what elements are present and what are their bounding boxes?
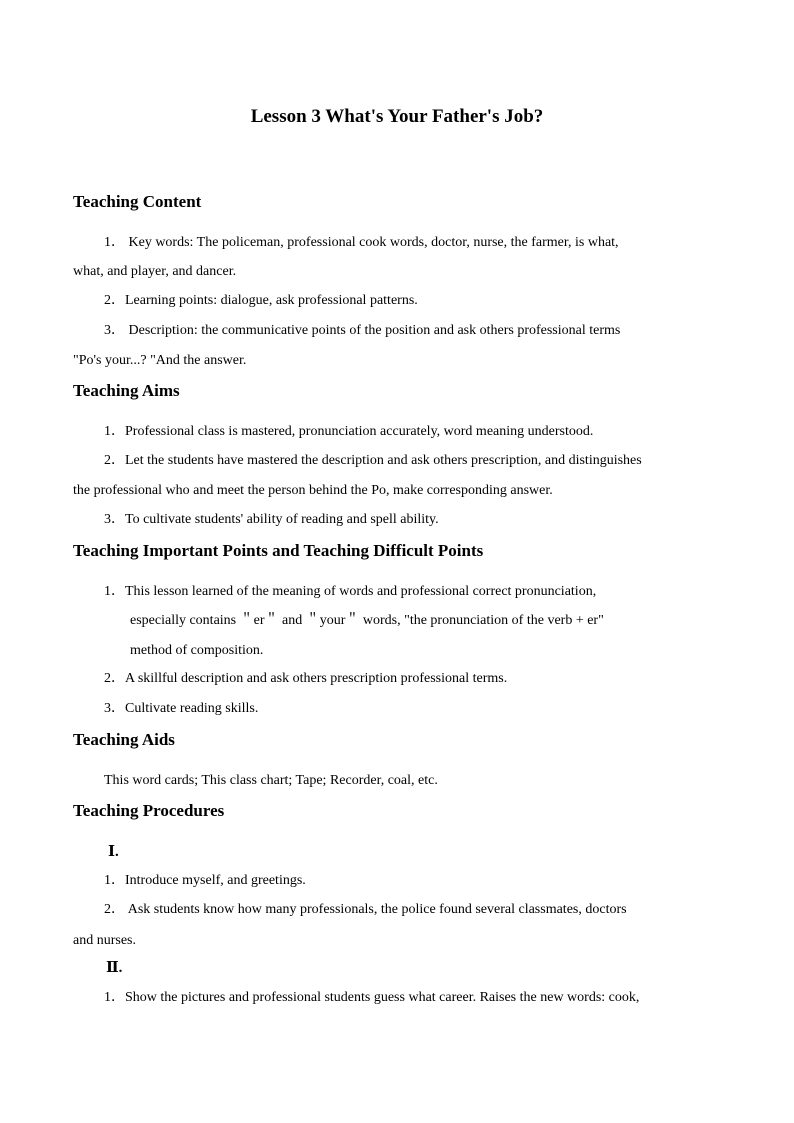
document-title: Lesson 3 What's Your Father's Job? xyxy=(250,106,544,127)
points-item-2: 2．A skillful description and ask others prescription professional terms. xyxy=(104,671,508,686)
heading-important-difficult-points: Teaching Important Points and Teaching Difficult Points xyxy=(73,541,484,560)
procedure-2-item-1: 1．Show the pictures and professional students guess what career. Raises the new words: cook, xyxy=(104,990,640,1005)
procedure-1-item-2-line-1: 2． Ask students know how many professionals, the police found several classmates, doctors xyxy=(104,902,627,917)
points-item-1-line-3: method of composition. xyxy=(130,643,264,658)
heading-teaching-aids: Teaching Aids xyxy=(73,730,175,749)
points-item-3: 3．Cultivate reading skills. xyxy=(104,701,259,716)
content-item-3-line-2: "Po's your...? "And the answer. xyxy=(73,353,247,368)
content-item-1-line-2: what, and player, and dancer. xyxy=(73,264,237,279)
content-item-1-line-1: 1． Key words: The policeman, professional cook words, doctor, nurse, the farmer, is what, xyxy=(104,235,619,250)
aims-item-3: 3．To cultivate students' ability of reading and spell ability. xyxy=(104,512,439,527)
aims-item-2-line-2: the professional who and meet the person behind the Po, make corresponding answer. xyxy=(73,483,553,498)
aims-item-2-line-1: 2．Let the students have mastered the description and ask others prescription, and distinguishes xyxy=(104,453,642,468)
procedure-step-roman-2: Ⅱ. xyxy=(106,960,123,976)
heading-teaching-aims: Teaching Aims xyxy=(73,381,180,400)
heading-teaching-content: Teaching Content xyxy=(73,192,202,211)
heading-teaching-procedures: Teaching Procedures xyxy=(73,801,225,820)
aims-item-1: 1．Professional class is mastered, pronunciation accurately, word meaning understood. xyxy=(104,424,594,439)
procedure-1-item-2-line-2: and nurses. xyxy=(73,933,136,948)
points-item-1-line-1: 1．This lesson learned of the meaning of words and professional correct pronunciation, xyxy=(104,584,597,599)
points-item-1-line-2: especially contains ＂er＂ and ＂your＂ words, "the pronunciation of the verb + er" xyxy=(130,613,604,628)
content-item-3-line-1: 3． Description: the communicative points of the position and ask others professional terms xyxy=(104,323,621,338)
aids-text: This word cards; This class chart; Tape; Recorder, coal, etc. xyxy=(104,773,438,788)
procedure-1-item-1: 1．Introduce myself, and greetings. xyxy=(104,873,306,888)
procedure-step-roman-1: Ⅰ. xyxy=(108,844,119,860)
content-item-2: 2．Learning points: dialogue, ask professional patterns. xyxy=(104,293,418,308)
